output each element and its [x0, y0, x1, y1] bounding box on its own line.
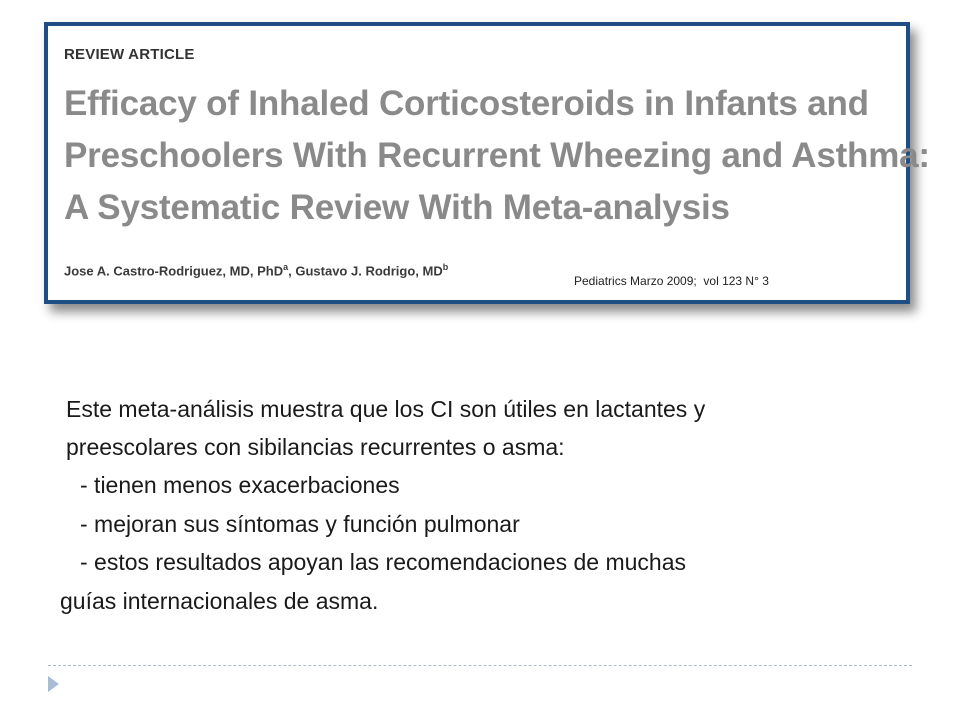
author-name: Gustavo J. Rodrigo, MD: [295, 263, 443, 279]
summary-line: guías internacionales de asma.: [60, 588, 379, 614]
summary-bullet: - mejoran sus síntomas y función pulmonar: [80, 511, 520, 537]
article-kicker: REVIEW ARTICLE: [64, 46, 195, 63]
summary-bullet: - estos resultados apoyan las recomendaciones de muchas: [80, 549, 687, 575]
article-title: [64, 78, 930, 234]
author-affiliation-mark: b: [442, 262, 449, 272]
author-separator: ,: [288, 263, 296, 279]
article-title-line: Efficacy of Inhaled Corticosteroids in Infants and: [64, 84, 869, 123]
article-title-line: Preschoolers With Recurrent Wheezing and Asthma:: [64, 136, 930, 175]
footer-divider: [48, 665, 912, 666]
triangle-right-icon: [48, 676, 59, 692]
author-affiliation-mark: a: [283, 262, 289, 272]
journal-citation: Pediatrics Marzo 2009; vol 123 N° 3: [574, 274, 769, 288]
article-authors: [64, 262, 448, 278]
author-name: Jose A. Castro-Rodriguez, MD, PhD: [64, 263, 284, 279]
summary-line: Este meta-análisis muestra que los CI son útiles en lactantes y: [66, 396, 706, 422]
summary-line: preescolares con sibilancias recurrentes o asma:: [66, 434, 565, 460]
article-title-line: A Systematic Review With Meta-analysis: [64, 188, 730, 227]
article-header-image: [44, 22, 930, 304]
summary-bullet: - tienen menos exacerbaciones: [80, 472, 400, 498]
